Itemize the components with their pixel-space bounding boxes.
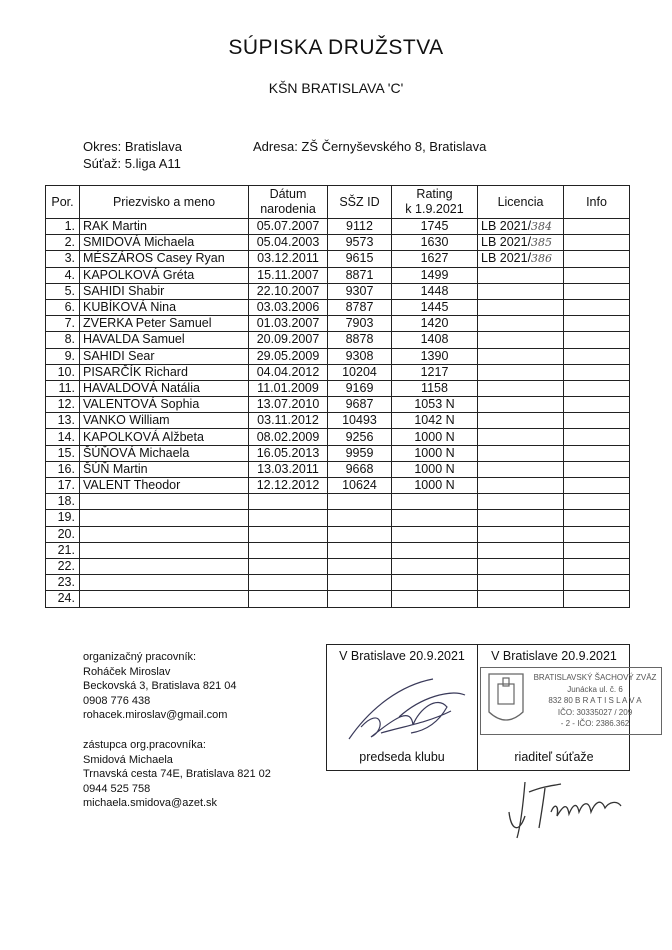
cell-licence: [478, 283, 564, 299]
cell-id: 10204: [328, 364, 392, 380]
cell-name: ŠÚŇ Martin: [80, 461, 249, 477]
cell-info: [564, 251, 630, 267]
table-row: [46, 299, 630, 315]
cell-licence: [478, 494, 564, 510]
stamp-line-3: 832 80 B R A T I S L A V A: [548, 696, 642, 705]
cell-id: 10624: [328, 478, 392, 494]
licence-text: LB 2021/: [481, 219, 532, 234]
cell-rating: 1408: [392, 332, 478, 348]
stamp-line-5: - 2 - IČO: 2386.362: [560, 719, 630, 728]
col-header-rating: Rating k 1.9.2021: [392, 186, 478, 219]
cell-dob: 08.02.2009: [249, 429, 328, 445]
col-header-info: Info: [564, 186, 630, 219]
cell-name: [80, 575, 249, 591]
organizer-name: Roháček Miroslav: [83, 665, 171, 678]
cell-info: [564, 413, 630, 429]
stamp-emblem-icon: [487, 672, 525, 728]
organizer-email: rohacek.miroslav@gmail.com: [83, 709, 228, 722]
right-role: riaditeľ súťaže: [514, 750, 594, 764]
cell-info: [564, 219, 630, 235]
cell-dob: 13.03.2011: [249, 461, 328, 477]
cell-info: [564, 332, 630, 348]
deputy-block: [83, 738, 271, 811]
cell-rating: 1630: [392, 235, 478, 251]
cell-id: [328, 575, 392, 591]
cell-info: [564, 235, 630, 251]
licence-text: LB 2021/: [481, 251, 532, 266]
cell-dob: [249, 494, 328, 510]
cell-name: SMIDOVÁ Michaela: [80, 235, 249, 251]
cell-rating: 1627: [392, 251, 478, 267]
cell-name: VANKO William: [80, 413, 249, 429]
cell-licence: [478, 348, 564, 364]
cell-name: VALENTOVÁ Sophia: [80, 397, 249, 413]
licence-handwritten-number: 384: [531, 220, 553, 234]
cell-licence: [478, 558, 564, 574]
cell-licence: [478, 332, 564, 348]
deputy-name: Smidová Michaela: [83, 753, 173, 766]
table-row: [46, 526, 630, 542]
cell-por: 20.: [46, 526, 80, 542]
cell-por: 10.: [46, 364, 80, 380]
deputy-email: michaela.smidova@azet.sk: [83, 797, 218, 810]
cell-licence: [478, 461, 564, 477]
cell-dob: 05.07.2007: [249, 219, 328, 235]
cell-por: 4.: [46, 267, 80, 283]
cell-id: [328, 510, 392, 526]
cell-licence: [478, 235, 564, 251]
cell-info: [564, 267, 630, 283]
cell-name: MÉSZÁROS Casey Ryan: [80, 251, 249, 267]
cell-por: 19.: [46, 510, 80, 526]
cell-licence: [478, 380, 564, 396]
cell-dob: [249, 526, 328, 542]
cell-dob: [249, 510, 328, 526]
cell-rating: 1158: [392, 380, 478, 396]
address-label: Adresa: ZŠ Černyševského 8, Bratislava: [253, 139, 487, 154]
licence-handwritten-number: 385: [531, 236, 553, 250]
cell-id: 8878: [328, 332, 392, 348]
cell-info: [564, 429, 630, 445]
cell-info: [564, 283, 630, 299]
stamp-line-1: BRATISLAVSKÝ ŠACHOVÝ ZVÄZ: [533, 673, 657, 682]
cell-id: 9169: [328, 380, 392, 396]
cell-rating: [392, 558, 478, 574]
signature-divider: [477, 645, 478, 770]
cell-id: [328, 494, 392, 510]
table-row: [46, 364, 630, 380]
cell-rating: [392, 510, 478, 526]
cell-por: 15.: [46, 445, 80, 461]
cell-name: [80, 542, 249, 558]
cell-info: [564, 397, 630, 413]
cell-por: 11.: [46, 380, 80, 396]
cell-rating: 1448: [392, 283, 478, 299]
director-signature: [505, 772, 635, 842]
cell-id: 9256: [328, 429, 392, 445]
cell-dob: 11.01.2009: [249, 380, 328, 396]
table-row: [46, 316, 630, 332]
cell-id: 9959: [328, 445, 392, 461]
okres-label: Okres: Bratislava: [83, 139, 182, 154]
cell-dob: [249, 591, 328, 607]
cell-name: KUBÍKOVÁ Nina: [80, 299, 249, 315]
cell-name: KAPOLKOVÁ Alžbeta: [80, 429, 249, 445]
table-row: [46, 429, 630, 445]
cell-name: PISARČÍK Richard: [80, 364, 249, 380]
cell-info: [564, 542, 630, 558]
cell-dob: 05.04.2003: [249, 235, 328, 251]
cell-id: 8871: [328, 267, 392, 283]
stamp-line-2: Junácka ul. č. 6: [567, 684, 623, 694]
cell-name: KAPOLKOVÁ Gréta: [80, 267, 249, 283]
organizer-label: organizačný pracovník:: [83, 651, 197, 663]
deputy-phone: 0944 525 758: [83, 782, 151, 795]
cell-rating: 1000 N: [392, 478, 478, 494]
cell-name: [80, 510, 249, 526]
table-row: [46, 445, 630, 461]
cell-por: 17.: [46, 478, 80, 494]
cell-info: [564, 461, 630, 477]
cell-rating: 1053 N: [392, 397, 478, 413]
table-row: [46, 413, 630, 429]
cell-licence: [478, 299, 564, 315]
table-row: [46, 267, 630, 283]
cell-rating: 1499: [392, 267, 478, 283]
cell-rating: [392, 575, 478, 591]
cell-licence: [478, 251, 564, 267]
cell-info: [564, 364, 630, 380]
cell-id: 9687: [328, 397, 392, 413]
cell-por: 22.: [46, 558, 80, 574]
cell-por: 21.: [46, 542, 80, 558]
cell-rating: [392, 591, 478, 607]
cell-id: 9615: [328, 251, 392, 267]
cell-info: [564, 510, 630, 526]
cell-licence: [478, 445, 564, 461]
cell-por: 7.: [46, 316, 80, 332]
cell-por: 5.: [46, 283, 80, 299]
cell-info: [564, 591, 630, 607]
table-row: [46, 332, 630, 348]
table-row: [46, 558, 630, 574]
cell-info: [564, 575, 630, 591]
stamp-line-4: IČO: 30335027 / 209: [557, 707, 633, 717]
cell-licence: [478, 526, 564, 542]
cell-dob: 29.05.2009: [249, 348, 328, 364]
cell-por: 14.: [46, 429, 80, 445]
cell-id: 9112: [328, 219, 392, 235]
table-row: [46, 251, 630, 267]
cell-info: [564, 526, 630, 542]
cell-rating: [392, 494, 478, 510]
cell-licence: [478, 397, 564, 413]
cell-rating: 1042 N: [392, 413, 478, 429]
cell-dob: 15.11.2007: [249, 267, 328, 283]
cell-licence: [478, 542, 564, 558]
cell-id: [328, 526, 392, 542]
cell-por: 24.: [46, 591, 80, 607]
cell-por: 8.: [46, 332, 80, 348]
deputy-label: zástupca org.pracovníka:: [83, 739, 206, 751]
cell-id: 7903: [328, 316, 392, 332]
cell-rating: 1217: [392, 364, 478, 380]
cell-dob: [249, 558, 328, 574]
cell-dob: 04.04.2012: [249, 364, 328, 380]
cell-info: [564, 299, 630, 315]
table-row: [46, 235, 630, 251]
right-date: V Bratislave 20.9.2021: [491, 649, 617, 663]
table-header-row: [46, 186, 630, 219]
page-title: SÚPISKA DRUŽSTVA: [228, 36, 444, 59]
official-stamp: [480, 667, 662, 735]
deputy-address: Trnavská cesta 74E, Bratislava 821 02: [83, 768, 271, 781]
table-row: [46, 380, 630, 396]
cell-por: 13.: [46, 413, 80, 429]
col-header-licence: Licencia: [478, 186, 564, 219]
table-row: [46, 283, 630, 299]
cell-licence: [478, 364, 564, 380]
cell-por: 6.: [46, 299, 80, 315]
cell-dob: 16.05.2013: [249, 445, 328, 461]
cell-dob: 03.03.2006: [249, 299, 328, 315]
licence-handwritten-number: 386: [531, 252, 553, 266]
cell-licence: [478, 429, 564, 445]
cell-id: 9307: [328, 283, 392, 299]
cell-licence: [478, 591, 564, 607]
table-row: [46, 591, 630, 607]
cell-name: VALENT Theodor: [80, 478, 249, 494]
cell-info: [564, 478, 630, 494]
cell-por: 9.: [46, 348, 80, 364]
col-header-por: Por.: [46, 186, 80, 219]
cell-licence: [478, 267, 564, 283]
cell-dob: 22.10.2007: [249, 283, 328, 299]
club-president-signature: [341, 667, 471, 747]
cell-info: [564, 558, 630, 574]
cell-por: 1.: [46, 219, 80, 235]
cell-rating: [392, 542, 478, 558]
table-row: [46, 461, 630, 477]
table-row: [46, 494, 630, 510]
cell-licence: [478, 575, 564, 591]
cell-name: ZVERKA Peter Samuel: [80, 316, 249, 332]
cell-rating: 1000 N: [392, 429, 478, 445]
cell-info: [564, 380, 630, 396]
cell-licence: [478, 510, 564, 526]
cell-name: HAVALDA Samuel: [80, 332, 249, 348]
cell-por: 23.: [46, 575, 80, 591]
sutaz-label: Súťaž: 5.liga A11: [83, 156, 181, 171]
cell-dob: [249, 575, 328, 591]
cell-id: [328, 591, 392, 607]
cell-name: ŠÚŇOVÁ Michaela: [80, 445, 249, 461]
table-row: [46, 478, 630, 494]
cell-id: 8787: [328, 299, 392, 315]
cell-id: 10493: [328, 413, 392, 429]
cell-name: RAK Martin: [80, 219, 249, 235]
col-header-id: SŠZ ID: [328, 186, 392, 219]
cell-dob: [249, 542, 328, 558]
cell-rating: [392, 526, 478, 542]
cell-rating: 1420: [392, 316, 478, 332]
cell-dob: 03.12.2011: [249, 251, 328, 267]
cell-rating: 1390: [392, 348, 478, 364]
cell-por: 12.: [46, 397, 80, 413]
cell-info: [564, 316, 630, 332]
cell-licence: [478, 316, 564, 332]
cell-info: [564, 445, 630, 461]
cell-rating: 1745: [392, 219, 478, 235]
cell-dob: 13.07.2010: [249, 397, 328, 413]
organizer-address: Beckovská 3, Bratislava 821 04: [83, 680, 237, 693]
cell-rating: 1000 N: [392, 461, 478, 477]
cell-name: [80, 494, 249, 510]
cell-rating: 1445: [392, 299, 478, 315]
cell-dob: 12.12.2012: [249, 478, 328, 494]
cell-id: [328, 558, 392, 574]
cell-por: 16.: [46, 461, 80, 477]
organizer-phone: 0908 776 438: [83, 694, 151, 707]
cell-dob: 01.03.2007: [249, 316, 328, 332]
cell-licence: [478, 413, 564, 429]
table-row: [46, 542, 630, 558]
cell-name: [80, 591, 249, 607]
organizer-block: [83, 650, 236, 723]
left-role: predseda klubu: [359, 750, 445, 764]
cell-info: [564, 348, 630, 364]
table-row: [46, 348, 630, 364]
cell-name: [80, 558, 249, 574]
cell-licence: [478, 219, 564, 235]
team-name: KŠN BRATISLAVA 'C': [268, 80, 404, 96]
cell-dob: 20.09.2007: [249, 332, 328, 348]
cell-dob: 03.11.2012: [249, 413, 328, 429]
cell-info: [564, 494, 630, 510]
cell-id: [328, 542, 392, 558]
cell-name: HAVALDOVÁ Natália: [80, 380, 249, 396]
cell-por: 3.: [46, 251, 80, 267]
cell-licence: [478, 478, 564, 494]
cell-name: SAHIDI Sear: [80, 348, 249, 364]
col-header-dob: Dátum narodenia: [249, 186, 328, 219]
roster-body: [46, 219, 630, 608]
cell-por: 2.: [46, 235, 80, 251]
cell-rating: 1000 N: [392, 445, 478, 461]
table-row: [46, 510, 630, 526]
cell-id: 9308: [328, 348, 392, 364]
cell-por: 18.: [46, 494, 80, 510]
roster-table: [45, 185, 630, 608]
cell-id: 9573: [328, 235, 392, 251]
cell-name: [80, 526, 249, 542]
table-row: [46, 575, 630, 591]
table-row: [46, 397, 630, 413]
cell-id: 9668: [328, 461, 392, 477]
table-row: [46, 219, 630, 235]
licence-text: LB 2021/: [481, 235, 532, 250]
col-header-name: Priezvisko a meno: [80, 186, 249, 219]
left-date: V Bratislave 20.9.2021: [339, 649, 465, 663]
cell-name: SAHIDI Shabir: [80, 283, 249, 299]
